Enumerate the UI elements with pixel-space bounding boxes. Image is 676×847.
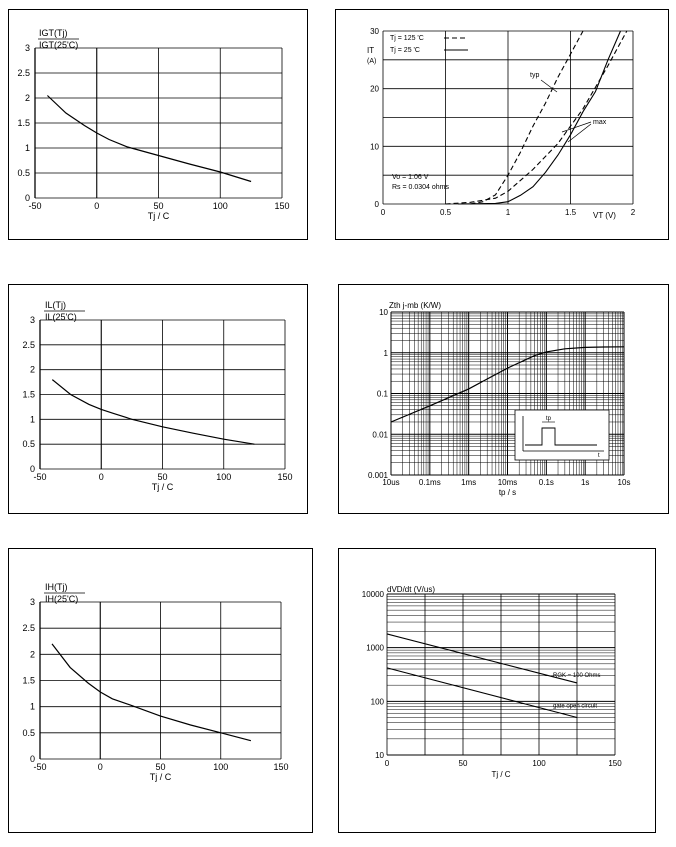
y-tick-label: 1.5 — [22, 389, 35, 400]
x-tick-label: 1 — [505, 208, 511, 217]
y-label-denominator: IH(25'C) — [45, 594, 79, 604]
legend-label-25c: Tj = 25 'C — [390, 47, 420, 54]
x-tick-label: 10ms — [497, 478, 518, 487]
x-axis-label: Tj / C — [491, 770, 511, 779]
x-tick-label: 0 — [94, 201, 100, 211]
y-label-numerator: IL(Tj) — [45, 300, 66, 310]
y-tick-label: 2 — [24, 93, 30, 103]
il-chart — [9, 285, 309, 515]
x-axis-label: Tj / C — [151, 482, 174, 492]
on-state-chart — [336, 10, 670, 241]
x-tick-label: 50 — [157, 472, 168, 482]
y-tick-label: 1 — [29, 701, 35, 712]
annotation-typ-leader — [541, 80, 557, 92]
pulse-label-tp: tp — [546, 416, 552, 422]
x-tick-label: 50 — [458, 759, 468, 768]
y-label-denominator: IGT(25'C) — [39, 40, 79, 50]
x-axis-label: tp / s — [498, 488, 517, 497]
y-tick-label: 2.5 — [17, 68, 30, 78]
y-tick-label: 10 — [379, 308, 388, 317]
x-tick-label: 100 — [532, 759, 546, 768]
x-tick-label: 0 — [380, 208, 386, 217]
x-tick-label: -50 — [33, 762, 47, 772]
y-label-denominator: IL(25'C) — [45, 312, 77, 322]
y-tick-label: 3 — [24, 43, 30, 53]
ih-chart — [9, 549, 314, 834]
y-tick-label: 10 — [375, 751, 384, 760]
chart-panel-on-state — [335, 9, 669, 240]
y-tick-label: 1 — [29, 414, 35, 425]
chart-panel-zth — [338, 284, 669, 514]
y-tick-label: 3 — [29, 597, 35, 607]
series-label: gate open circuit — [553, 703, 598, 710]
y-tick-label: 1000 — [366, 643, 384, 653]
y-label-numerator: IGT(Tj) — [39, 28, 68, 38]
y-tick-label: 20 — [370, 84, 379, 94]
y-tick-label: 2 — [29, 649, 35, 660]
y-tick-label: 0.01 — [372, 430, 388, 440]
x-tick-label: 100 — [216, 472, 232, 482]
y-tick-label: 100 — [370, 697, 384, 707]
y-tick-label: 2.5 — [22, 339, 35, 350]
x-tick-label: 50 — [153, 201, 164, 211]
x-tick-label: 0 — [384, 759, 390, 768]
annotation-typ: typ — [530, 72, 540, 79]
x-tick-label: 0.1ms — [418, 478, 441, 487]
chart-panel-il — [8, 284, 308, 514]
y-tick-label: 1 — [24, 143, 30, 153]
chart-panel-dvdt — [338, 548, 656, 833]
y-axis-label: Zth j-mb (K/W) — [389, 301, 441, 310]
dvdt-chart — [339, 549, 657, 834]
zth-chart — [339, 285, 670, 515]
annotation-max: max — [593, 119, 607, 126]
y-axis-unit: (A) — [367, 58, 377, 65]
x-tick-label: 0 — [97, 762, 103, 772]
y-tick-label: 0 — [29, 754, 35, 764]
x-tick-label: 150 — [273, 762, 289, 772]
y-tick-label: 3 — [29, 315, 35, 325]
x-tick-label: 150 — [277, 472, 293, 482]
x-axis-label: VT (V) — [593, 211, 616, 220]
x-tick-label: 0.1s — [538, 478, 554, 487]
y-tick-label: 0.5 — [22, 727, 35, 738]
y-axis-label: IT — [367, 46, 375, 55]
y-tick-label: 2.5 — [22, 623, 35, 634]
y-tick-label: 0.1 — [376, 389, 388, 399]
y-tick-label: 30 — [370, 27, 379, 36]
x-tick-label: 0 — [98, 472, 104, 482]
x-tick-label: 10s — [617, 478, 631, 487]
x-axis-label: Tj / C — [149, 772, 172, 782]
x-tick-label: 1s — [580, 478, 590, 487]
note-rs: Rs = 0.0304 ohms — [392, 184, 450, 191]
y-tick-label: 0 — [29, 464, 35, 474]
note-vo: Vo = 1.06 V — [392, 174, 429, 181]
legend-label-125c: Tj = 125 'C — [390, 35, 424, 42]
chart-panel-ih — [8, 548, 313, 833]
y-label-numerator: IH(Tj) — [45, 582, 68, 592]
y-tick-label: 10 — [370, 142, 379, 152]
y-tick-label: 10000 — [361, 590, 384, 599]
chart-panel-igt — [8, 9, 308, 240]
y-tick-label: 1.5 — [17, 118, 30, 128]
x-tick-label: 150 — [274, 201, 290, 211]
pulse-label-t: t — [598, 453, 600, 459]
y-tick-label: 1.5 — [22, 675, 35, 686]
series-label: RGK = 100 Ohms — [553, 672, 601, 679]
x-tick-label: 100 — [213, 762, 229, 772]
y-tick-label: 1 — [383, 348, 388, 358]
x-tick-label: -50 — [28, 201, 42, 211]
x-tick-label: 150 — [608, 759, 622, 768]
igt-chart — [9, 10, 309, 241]
y-tick-label: 0.5 — [17, 168, 30, 178]
x-tick-label: 0.5 — [439, 208, 452, 217]
x-tick-label: 1.5 — [564, 208, 577, 217]
pulse-inset — [515, 410, 609, 460]
y-axis-label: dVD/dt (V/us) — [387, 585, 436, 594]
x-tick-label: 100 — [212, 201, 228, 211]
x-tick-label: -50 — [33, 472, 47, 482]
x-axis-label: Tj / C — [147, 211, 170, 221]
y-tick-label: 0.5 — [22, 439, 35, 450]
x-tick-label: 10us — [382, 478, 400, 487]
y-tick-label: 0 — [374, 200, 379, 209]
y-tick-label: 2 — [29, 364, 35, 375]
x-tick-label: 2 — [630, 208, 636, 217]
x-tick-label: 50 — [155, 762, 166, 772]
x-tick-label: 1ms — [461, 478, 477, 487]
y-tick-label: 0 — [24, 193, 30, 203]
y-tick-label: 0.001 — [367, 471, 388, 480]
